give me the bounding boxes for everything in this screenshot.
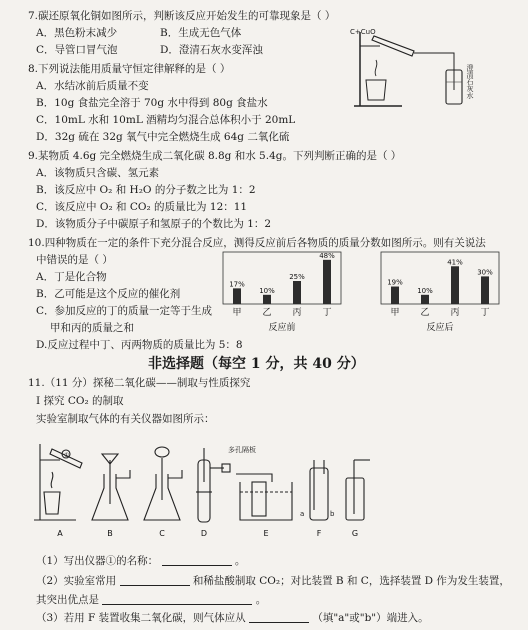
chart0-value-label-2: 25% xyxy=(289,273,305,281)
q10-option-c: C．参加反应的丁的质量一定等于生成 xyxy=(36,305,213,317)
q11-stem: 11.（11 分）探秘二氧化碳——制取与性质探究 xyxy=(28,377,251,389)
f-port-b-label: b xyxy=(330,510,335,518)
q11-s2-prompt: （2）实验室常用 xyxy=(36,575,117,587)
f-port-a-label: a xyxy=(300,510,305,518)
porous-plate-label: 多孔隔板 xyxy=(228,446,256,454)
q9-option-c: C．该反应中 O₂ 和 CO₂ 的质量比为 12：11 xyxy=(36,201,248,213)
q11-s2-line2 xyxy=(36,594,266,607)
apparatus-label-b: B xyxy=(107,529,113,538)
q10-stem: 10.四种物质在一定的条件下充分混合反应，测得反应前后各物质的质量分数如图所示。则有关说法 xyxy=(28,237,486,249)
apparatus-label-a: A xyxy=(57,529,63,538)
chart1-category-label-3: 丁 xyxy=(480,308,490,318)
chart0-bar-0 xyxy=(233,288,241,304)
apparatus-d-drawing xyxy=(196,448,230,522)
chart0-bar-1 xyxy=(263,295,271,304)
q11-s3-end: （填"a"或"b"）端进入。 xyxy=(312,612,429,624)
chart1-value-label-0: 19% xyxy=(387,278,403,287)
chart0-value-label-3: 48% xyxy=(319,251,335,260)
apparatus-letter-labels xyxy=(57,529,358,538)
chart1-category-label-2: 丙 xyxy=(450,308,460,318)
q11-s1-prompt: （1）写出仪器①的名称： xyxy=(36,555,159,567)
chart1-value-label-3: 30% xyxy=(477,268,493,277)
chart-after-svg xyxy=(380,250,500,332)
chart0-bar-2 xyxy=(293,281,301,304)
apparatus-c-drawing xyxy=(144,447,182,520)
q11-part1: Ⅰ 探究 CO₂ 的制取 xyxy=(36,395,124,407)
apparatus-a-drawing xyxy=(34,444,82,520)
q7-fig-label: C+CuO xyxy=(350,28,376,36)
q11-s2-answer-blank-2[interactable] xyxy=(102,604,252,605)
q7-apparatus-figure xyxy=(342,20,507,112)
q7-apparatus-drawing xyxy=(342,20,507,112)
q11-intro: 实验室制取气体的有关仪器如图所示： xyxy=(36,413,215,425)
q11-s1 xyxy=(36,555,245,568)
apparatus-label-g: G xyxy=(351,529,359,538)
section-title: 非选择题（每空 1 分，共 40 分） xyxy=(148,356,365,372)
chart0-value-label-1: 10% xyxy=(259,286,275,295)
q9-stem: 9.某物质 4.6g 完全燃烧生成二氧化碳 8.8g 和水 5.4g。下列判断正确的是（ ） xyxy=(28,150,402,162)
chart1-bar-0 xyxy=(391,287,399,304)
apparatus-b-drawing xyxy=(92,454,130,520)
chart0-value-label-0: 17% xyxy=(229,280,245,289)
chart1-title: 反应后 xyxy=(426,323,454,332)
q10-option-a: A．丁是化合物 xyxy=(36,271,107,283)
chart1-value-label-2: 41% xyxy=(447,258,463,267)
apparatus-label-c: C xyxy=(159,529,165,538)
chart-before-reaction xyxy=(222,250,342,336)
chart0-category-label-3: 丁 xyxy=(322,308,332,318)
chart0-category-label-1: 乙 xyxy=(262,308,272,318)
q7-option-c: C．导管口冒气泡 xyxy=(36,44,118,56)
chart0-title: 反应前 xyxy=(268,323,296,332)
q10-stem-continued: 中错误的是（ ） xyxy=(36,254,113,266)
q11-apparatus-drawing xyxy=(30,430,380,542)
apparatus-label-d: D xyxy=(200,529,208,538)
q11-s1-end: 。 xyxy=(234,555,246,567)
chart1-bar-3 xyxy=(481,276,489,304)
chart1-bar-2 xyxy=(451,266,459,304)
chart0-bar-3 xyxy=(323,260,331,304)
q10-option-d: D.反应过程中丁、丙两物质的质量比为 5：8 xyxy=(36,339,243,351)
q9-option-a: A．该物质只含碳、氢元素 xyxy=(36,167,160,179)
chart-before-svg xyxy=(222,250,342,332)
chart1-bar-1 xyxy=(421,295,429,304)
apparatus-label-f: F xyxy=(316,529,322,538)
chart0-category-label-0: 甲 xyxy=(232,308,242,318)
q11-s3 xyxy=(36,612,429,625)
apparatus-g-drawing xyxy=(346,460,370,520)
apparatus-label-e: E xyxy=(263,529,269,538)
q7-stem: 7.碳还原氧化铜如图所示，判断该反应开始发生的可靠现象是（ ） xyxy=(28,10,336,22)
q7-option-d: D．澄清石灰水变浑浊 xyxy=(160,44,263,56)
q7-option-a: A．黑色粉末减少 xyxy=(36,27,118,39)
q11-s3-prompt: （3）若用 F 装置收集二氧化碳，则气体应从 xyxy=(36,612,246,624)
q8-option-c: C．10mL 水和 10mL 酒精均匀混合总体积小于 20mL xyxy=(36,114,296,126)
q7-option-b: B．生成无色气体 xyxy=(160,27,242,39)
q8-option-d: D．32g 硫在 32g 氧气中完全燃烧生成 64g 二氧化硫 xyxy=(36,131,290,143)
q11-s1-answer-blank[interactable] xyxy=(162,565,232,566)
q10-option-c-continued: 甲和丙的质量之和 xyxy=(50,322,134,334)
q11-s3-answer-blank[interactable] xyxy=(249,622,309,623)
chart1-category-label-0: 甲 xyxy=(390,308,400,318)
q8-option-b: B．10g 食盐完全溶于 70g 水中得到 80g 食盐水 xyxy=(36,97,268,109)
q8-stem: 8.下列说法能用质量守恒定律解释的是（ ） xyxy=(28,63,231,75)
q10-option-b: B．乙可能是这个反应的催化剂 xyxy=(36,288,181,300)
apparatus-e-drawing xyxy=(236,474,292,520)
q11-s2-answer-blank-1[interactable] xyxy=(120,585,190,586)
q9-option-b: B．该反应中 O₂ 和 H₂O 的分子数之比为 1：2 xyxy=(36,184,256,196)
q9-option-d: D．该物质分子中碳原子和氢原子的个数比为 1：2 xyxy=(36,218,272,230)
q11-s2-end: 。 xyxy=(255,594,267,606)
chart0-category-label-2: 丙 xyxy=(292,308,302,318)
q7-fig-side-label: 澄清石灰水 xyxy=(466,64,474,99)
q11-apparatus-figure xyxy=(30,430,380,542)
q11-s2 xyxy=(36,575,510,588)
chart-after-reaction xyxy=(380,250,500,336)
chart1-value-label-1: 10% xyxy=(417,286,433,295)
q8-option-a: A．水结冰前后质量不变 xyxy=(36,80,149,92)
chart1-category-label-1: 乙 xyxy=(420,308,430,318)
circle-one-label: ① xyxy=(64,452,70,459)
q11-s2-middle: 和稀盐酸制取 CO₂；对比装置 B 和 C，选择装置 D 作为发生装置， xyxy=(192,575,510,587)
q11-s2-advantage-prompt: 其突出优点是 xyxy=(36,594,99,606)
apparatus-f-drawing xyxy=(310,460,328,520)
